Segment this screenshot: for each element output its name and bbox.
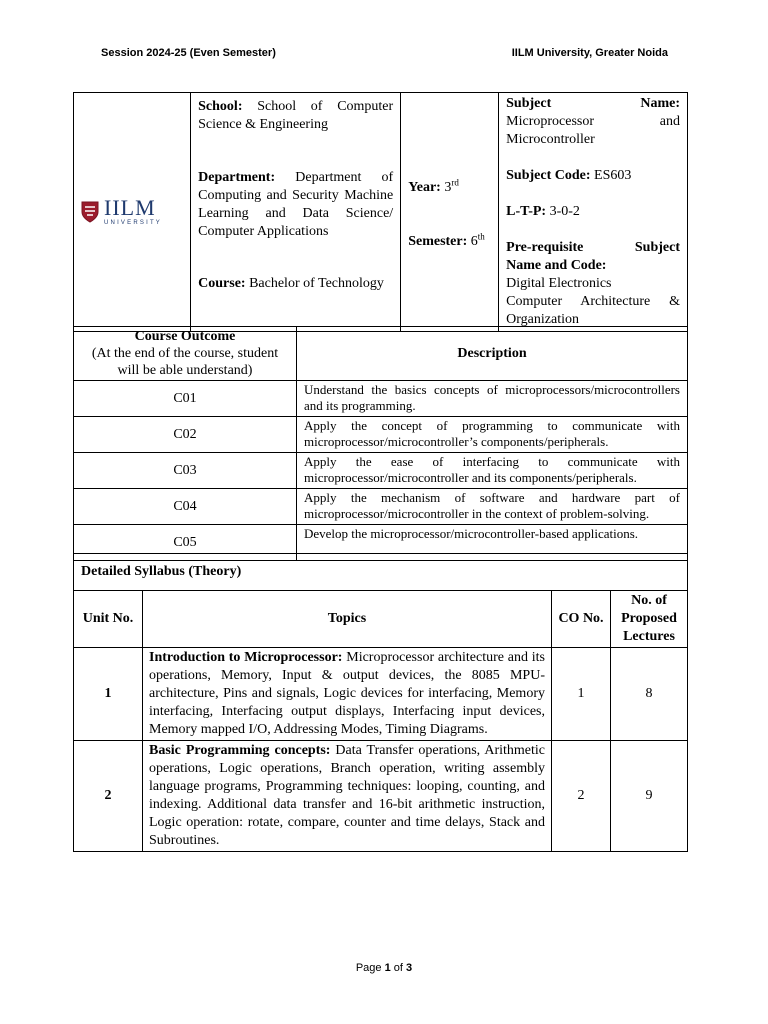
ltp-label: L-T-P: xyxy=(506,204,547,219)
semester-label: Semester: xyxy=(408,234,468,249)
logo-subtext: UNIVERSITY xyxy=(104,220,163,226)
shield-icon xyxy=(81,201,99,223)
subject-code-value: ES603 xyxy=(594,168,632,183)
prereq-value-3: Organization xyxy=(506,312,579,327)
subject-code-field xyxy=(506,167,680,185)
subject-name-value: Microprocessor and Microcontroller xyxy=(506,114,680,147)
course-outcome-table xyxy=(73,326,688,561)
syllabus-row xyxy=(74,648,688,741)
syllabus-title: Detailed Syllabus (Theory) xyxy=(74,554,688,591)
year-semester-cell xyxy=(401,93,499,332)
topics-column-header: Topics xyxy=(143,591,552,648)
school-value: School of Computer Science & Engineering xyxy=(198,99,394,132)
course-outcome-row xyxy=(74,381,688,417)
course-outcome-title: Course Outcome xyxy=(134,329,236,344)
syllabus-table xyxy=(73,553,688,852)
co-id: C03 xyxy=(74,453,297,489)
co-id: C01 xyxy=(74,381,297,417)
unit-lectures: 9 xyxy=(611,741,688,852)
prereq-value-2: Computer Architecture & xyxy=(506,294,680,309)
unit-topics xyxy=(143,741,552,852)
page-total: 3 xyxy=(406,962,413,974)
session-label: Session 2024-25 (Even Semester) xyxy=(101,47,276,59)
semester-sup: th xyxy=(477,231,485,242)
logo-cell xyxy=(74,93,191,332)
course-info-table xyxy=(73,92,688,332)
course-outcome-header xyxy=(74,327,297,381)
semester-value: 6 xyxy=(470,234,478,249)
page-of: of xyxy=(393,962,403,974)
co-id: C02 xyxy=(74,417,297,453)
ltp-value: 3-0-2 xyxy=(549,204,580,219)
school-department-cell xyxy=(191,93,401,332)
course-field xyxy=(198,275,393,293)
prereq-label-a: Pre-requisite Subject xyxy=(506,240,680,255)
department-field xyxy=(198,169,393,241)
course-value: Bachelor of Technology xyxy=(249,276,384,291)
co-column-header: CO No. xyxy=(552,591,611,648)
unit-lectures: 8 xyxy=(611,648,688,741)
prereq-label-b: Name and Code: xyxy=(506,258,607,273)
unit-heading: Basic Programming concepts: xyxy=(149,743,331,758)
semester-field xyxy=(408,233,491,251)
school-field xyxy=(198,98,393,134)
university-label: IILM University, Greater Noida xyxy=(511,47,668,59)
co-id: C04 xyxy=(74,489,297,525)
co-description: Develop the microprocessor/microcontroller-based applications. xyxy=(297,525,688,561)
unit-body: Data Transfer operations, Arithmetic operations, Logic operations, Branch operation, writing assembly language programs, Programming techniques: looping, counting, and indexing. Additional data transfer and 16-bit arithmetic instruction, Logic operation: rotate, compare, counter and time delays, Stack and Subroutines. xyxy=(149,743,545,848)
course-outcome-subtitle: (At the end of the course, student will be able understand) xyxy=(91,346,279,378)
subject-name-label-b: Name: xyxy=(640,96,680,111)
university-logo xyxy=(81,197,183,227)
lectures-column-header: No. of Proposed Lectures xyxy=(611,591,688,648)
year-field xyxy=(408,179,491,197)
subject-name-label-a: Subject xyxy=(506,96,552,111)
co-description: Apply the mechanism of software and hardware part of microprocessor/microcontroller in the context of problem-solving. xyxy=(297,489,688,525)
ltp-field xyxy=(506,203,680,221)
unit-heading: Introduction to Microprocessor: xyxy=(149,650,343,665)
subject-name-label xyxy=(506,95,680,113)
unit-co: 2 xyxy=(552,741,611,852)
department-label: Department: xyxy=(198,170,276,185)
description-header: Description xyxy=(297,327,688,381)
year-sup: rd xyxy=(451,177,459,188)
year-label: Year: xyxy=(408,180,441,195)
unit-topics xyxy=(143,648,552,741)
co-description: Understand the basics concepts of microprocessors/microcontrollers and its programming. xyxy=(297,381,688,417)
co-description: Apply the ease of interfacing to communicate with microprocessor/microcontroller and its components/peripherals. xyxy=(297,453,688,489)
course-label: Course: xyxy=(198,276,246,291)
prereq-value-1: Digital Electronics xyxy=(506,276,612,291)
page-prefix: Page xyxy=(355,962,382,974)
unit-body: Microprocessor architecture and its operations, Memory, Input & output devices, the 8085 MPU- architecture, Pins and signals, Logic devices for interfacing, Memory interfacing, Interfacing output displays, Interfacing input devices, Memory mapped I/O, Addressing Modes, Timing Diagrams. xyxy=(149,650,545,737)
school-label: School: xyxy=(198,99,243,114)
co-description: Apply the concept of programming to communicate with microprocessor/microcontroller’s components/peripherals. xyxy=(297,417,688,453)
subject-cell xyxy=(499,93,688,332)
course-outcome-row xyxy=(74,489,688,525)
course-outcome-row xyxy=(74,453,688,489)
unit-co: 1 xyxy=(552,648,611,741)
unit-number: 1 xyxy=(74,648,143,741)
page-number xyxy=(0,962,768,974)
page-current: 1 xyxy=(384,962,391,974)
year-value: 3 xyxy=(444,180,452,195)
co-id: C05 xyxy=(74,525,297,561)
syllabus-row xyxy=(74,741,688,852)
unit-number: 2 xyxy=(74,741,143,852)
department-value: Department of Computing and Security Machine Learning and Data Science/ Computer Applications xyxy=(198,170,394,239)
unit-column-header: Unit No. xyxy=(74,591,143,648)
logo-text: IILM xyxy=(104,195,156,220)
course-outcome-row xyxy=(74,417,688,453)
subject-code-label: Subject Code: xyxy=(506,168,591,183)
